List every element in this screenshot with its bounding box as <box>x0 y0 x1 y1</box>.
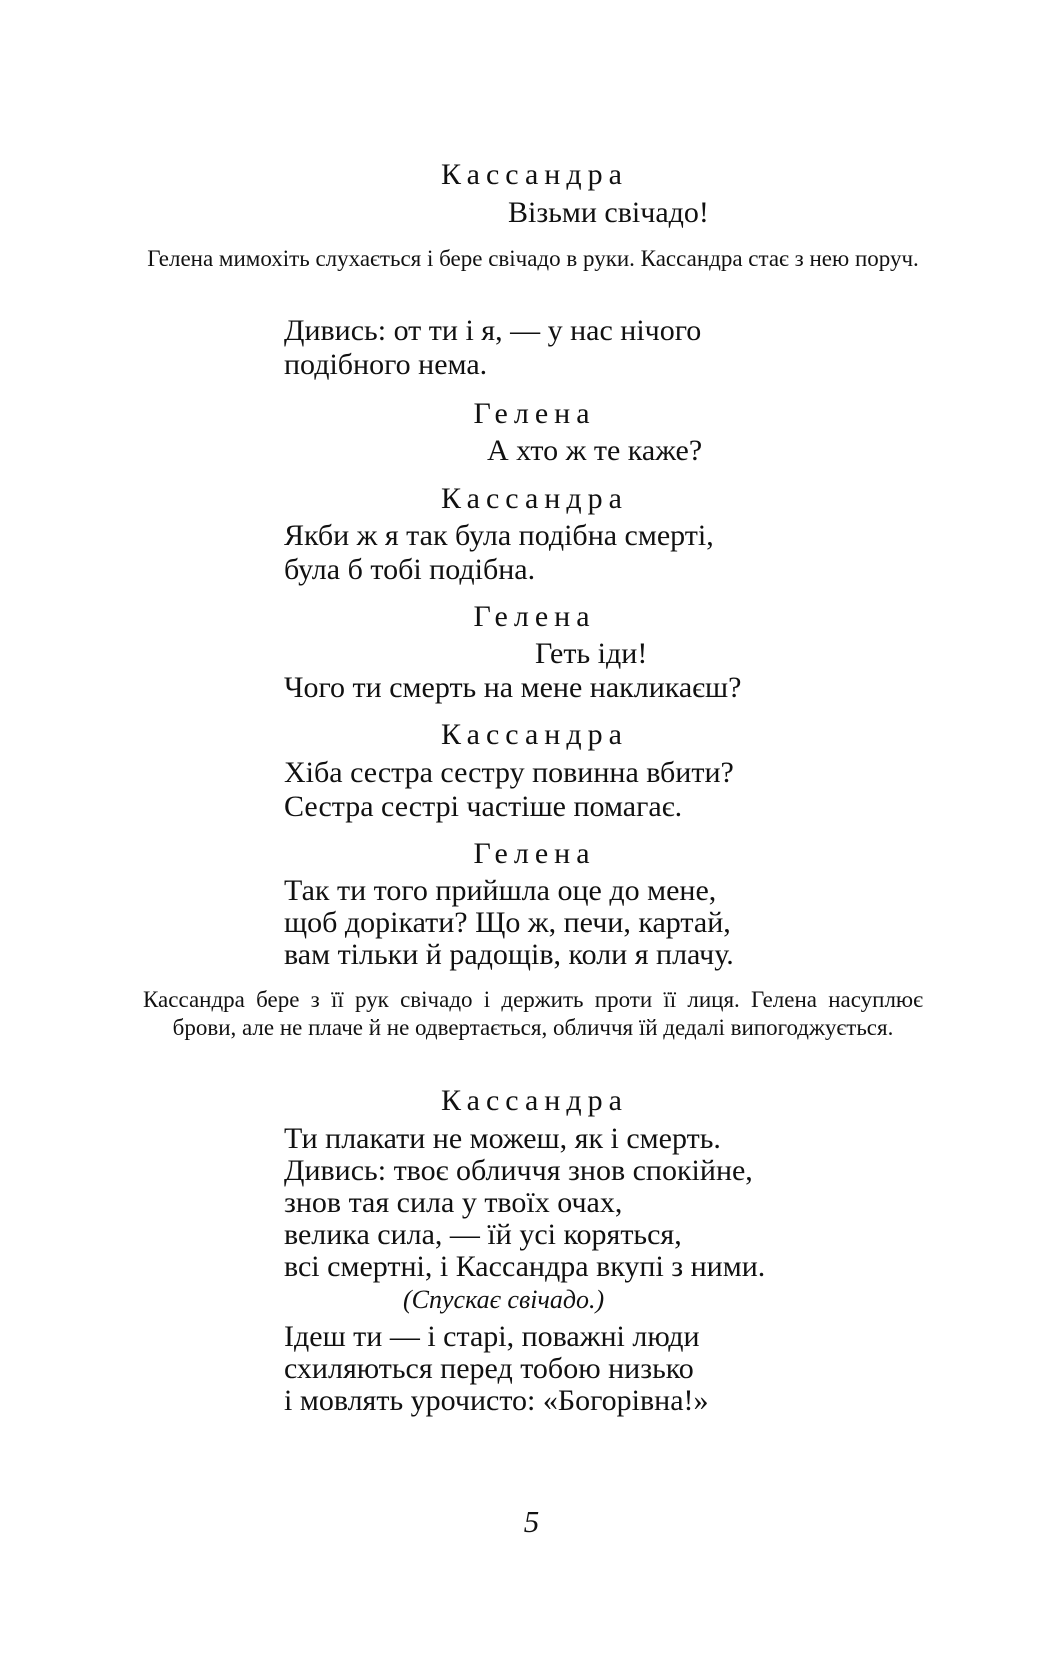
speaker-name: Кассандра <box>441 158 628 191</box>
speaker-name: Кассандра <box>441 718 628 751</box>
verse-line: всі смертні, і Кассандра вкупі з ними. <box>284 1250 766 1283</box>
verse-line: Так ти того прийшла оце до мене, <box>284 874 717 907</box>
verse-line: Геть іди! <box>535 637 648 670</box>
verse-line: схиляються перед тобою низько <box>284 1352 694 1385</box>
verse-line: Хіба сестра сестру повинна вбити? <box>284 756 734 789</box>
verse-line: щоб дорікати? Що ж, печи, картай, <box>284 906 731 939</box>
verse-line: і мовлять урочисто: «Богорівна!» <box>284 1384 709 1417</box>
verse-line: Сестра сестрі частіше помагає. <box>284 790 683 823</box>
verse-line: Дивись: твоє обличчя знов спокійне, <box>284 1154 753 1187</box>
speaker-name: Гелена <box>473 600 596 633</box>
verse-line: подібного нема. <box>284 348 488 381</box>
verse-line: знов тая сила у твоїх очах, <box>284 1186 623 1219</box>
page-number: 5 <box>523 1504 540 1539</box>
verse-line: була б тобі подібна. <box>284 553 536 586</box>
verse-line: Візьми свічадо! <box>508 196 709 229</box>
stage-direction-inline: (Спускає свічадо.) <box>403 1285 605 1314</box>
verse-line: велика сила, — їй усі коряться, <box>284 1218 682 1251</box>
verse-line: А хто ж те каже? <box>487 434 703 467</box>
speaker-name: Кассандра <box>441 482 628 515</box>
stage-direction: Кассандра бере з її рук свічадо і держить проти її лиця. Гелена насуплює брови, але не плаче й не одвертається, обличчя їй дедалі випогоджується. <box>143 987 923 1040</box>
verse-line: Якби ж я так була подібна смерті, <box>284 519 714 552</box>
verse-line: Чого ти смерть на мене накликаєш? <box>284 671 742 704</box>
stage-direction: Гелена мимохіть слухається і бере свічадо в руки. Кассандра стає з нею поруч. <box>147 246 919 271</box>
verse-line: Ідеш ти — і старі, поважні люди <box>284 1320 700 1353</box>
speaker-name: Кассандра <box>441 1084 628 1117</box>
speaker-name: Гелена <box>473 837 596 870</box>
verse-line: Ти плакати не можеш, як і смерть. <box>284 1122 721 1155</box>
verse-line: вам тільки й радощів, коли я плачу. <box>284 938 734 971</box>
verse-line: Дивись: от ти і я, — у нас нічого <box>284 314 702 347</box>
speaker-name: Гелена <box>473 397 596 430</box>
